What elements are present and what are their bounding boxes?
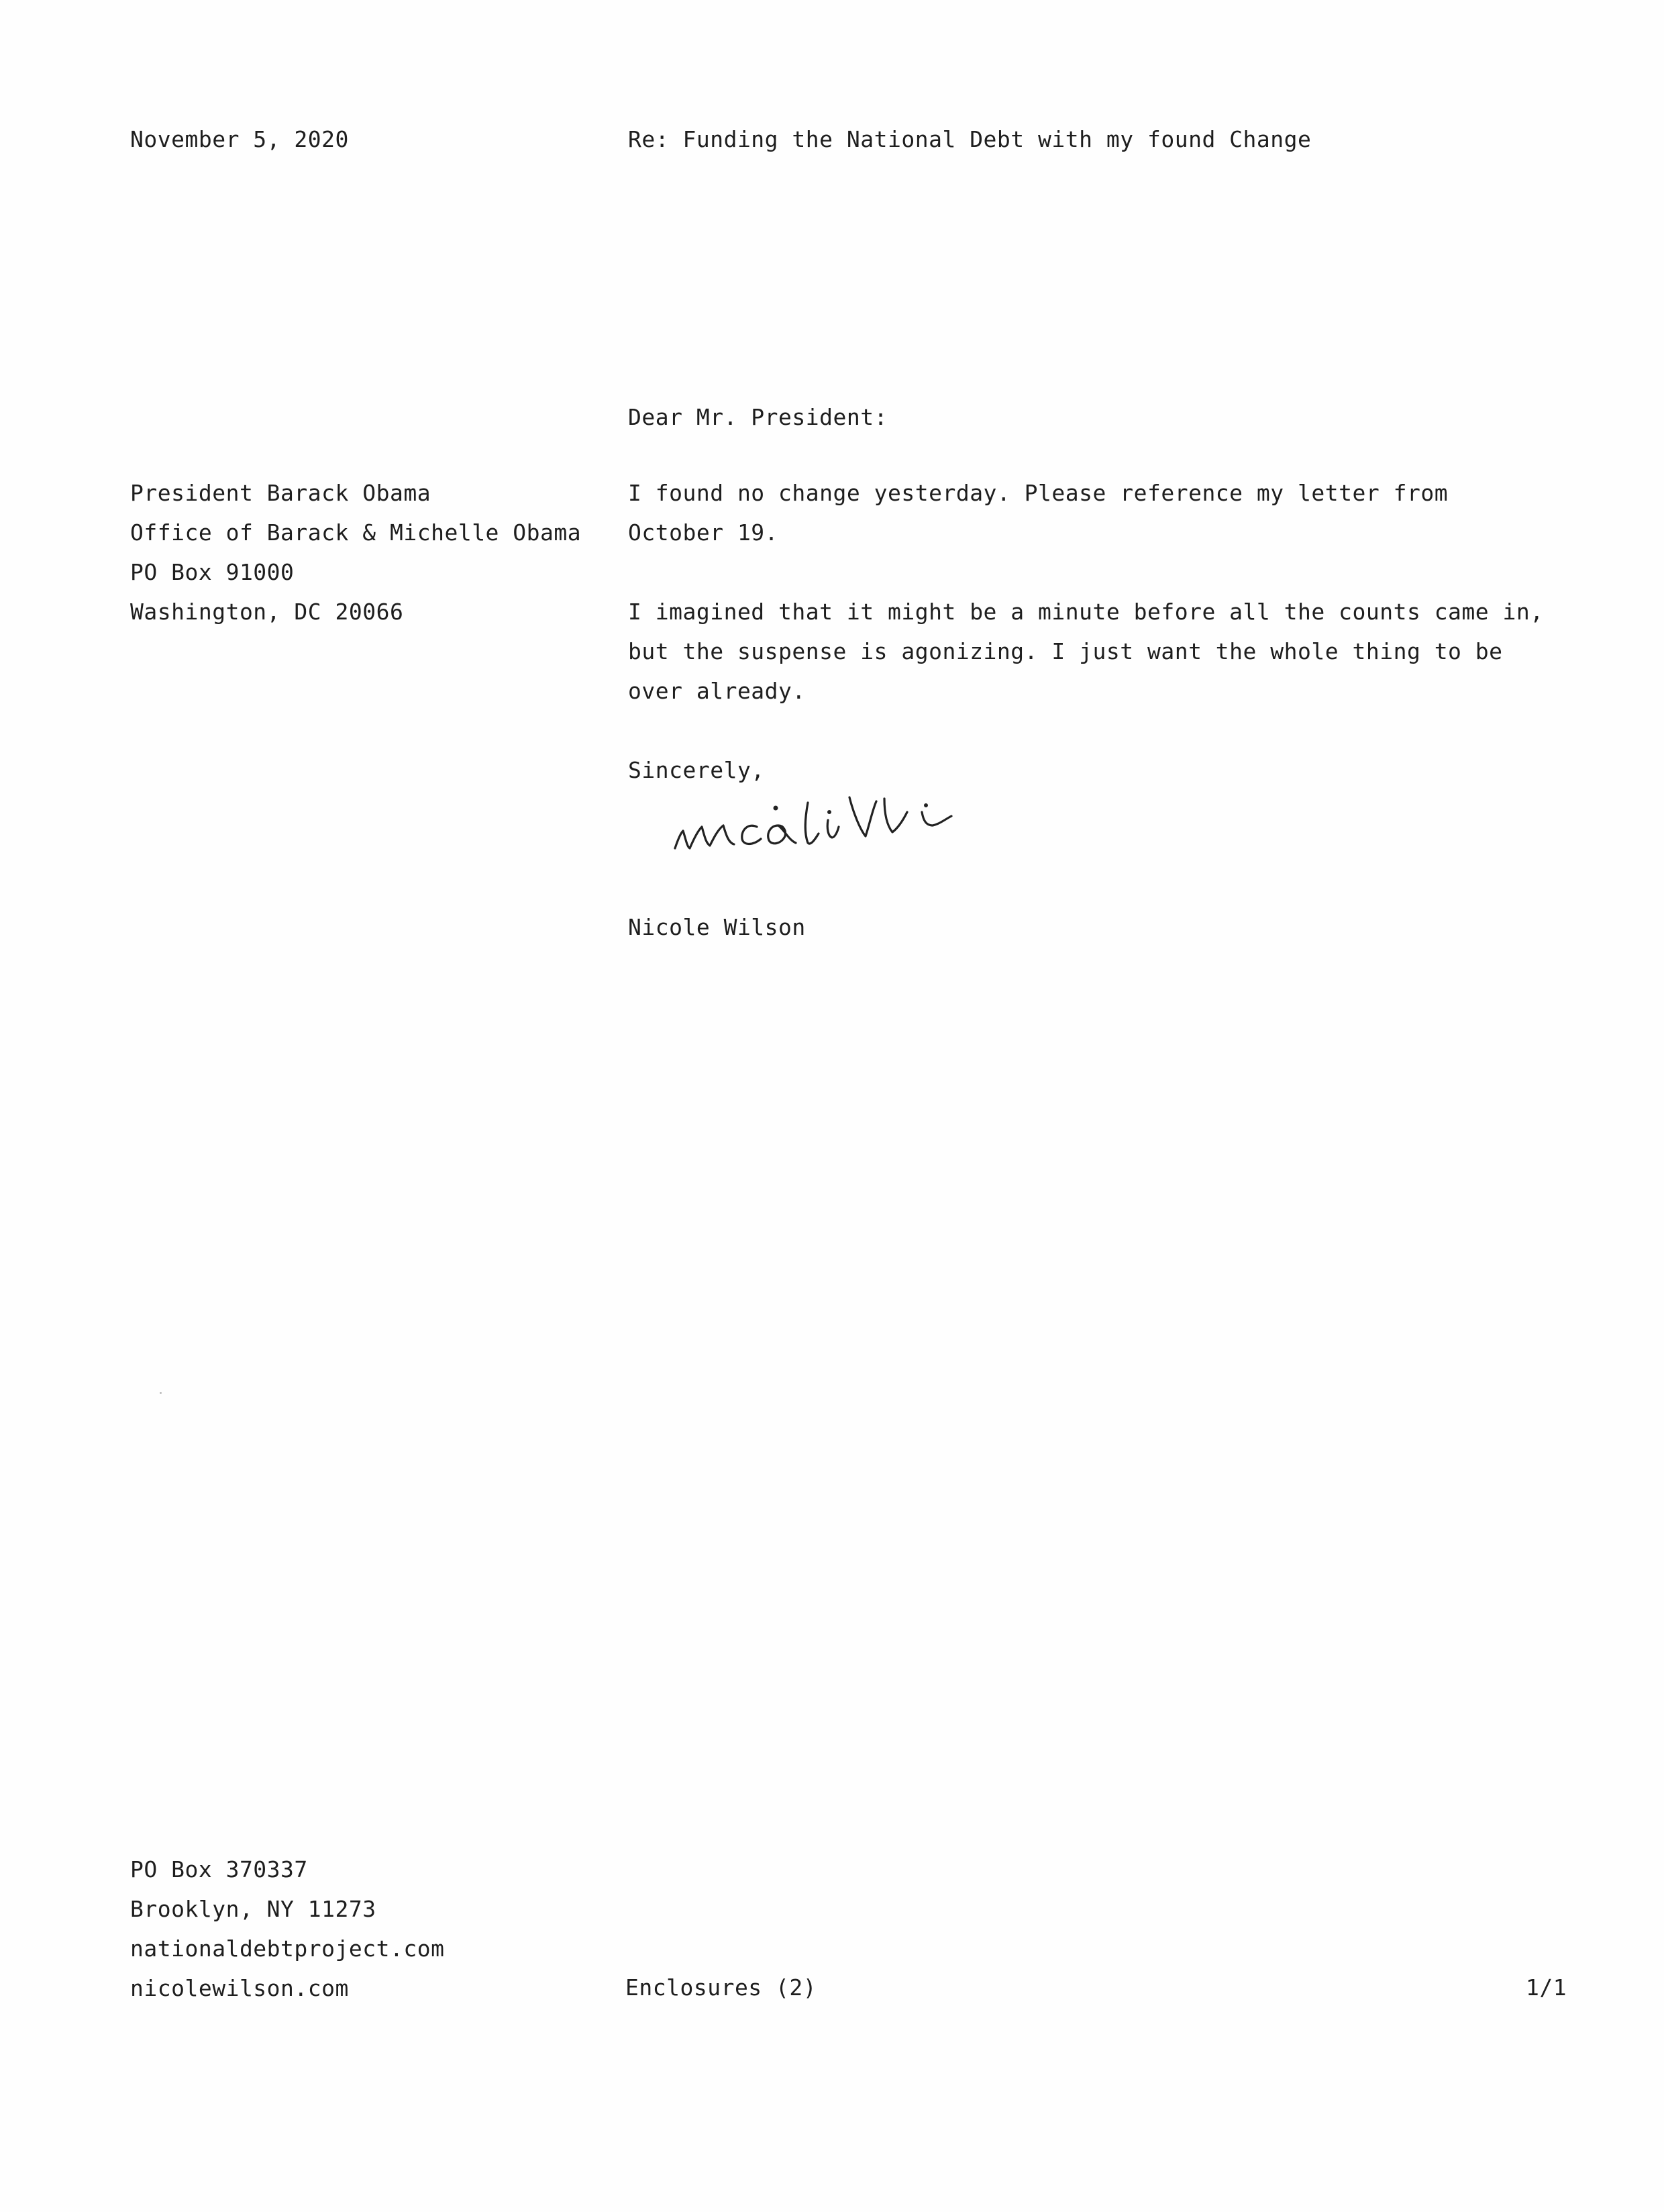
closing: Sincerely, [628, 757, 765, 783]
body-paragraph [628, 592, 1581, 711]
body-line: October 19. [628, 519, 779, 546]
sender-website: nicolewilson.com [130, 1975, 349, 2001]
body-line: over already. [628, 678, 806, 704]
sender-po-box: PO Box 370337 [130, 1856, 308, 1882]
recipient-address [130, 473, 581, 632]
letter-subject: Re: Funding the National Debt with my found Change [628, 126, 1312, 152]
body-line: I imagined that it might be a minute before all the counts came in, [628, 599, 1544, 625]
handwritten-signature [671, 778, 986, 866]
body-paragraph [628, 473, 1581, 552]
signer-name: Nicole Wilson [628, 914, 806, 940]
scan-speck [160, 1392, 162, 1394]
sender-website: nationaldebtproject.com [130, 1936, 445, 1962]
recipient-city: Washington, DC 20066 [130, 599, 404, 625]
salutation: Dear Mr. President: [628, 404, 888, 430]
letter-date: November 5, 2020 [130, 126, 349, 152]
letter-body [628, 473, 1581, 711]
sender-address [130, 1850, 444, 2008]
sender-city: Brooklyn, NY 11273 [130, 1896, 376, 1922]
recipient-office: Office of Barack & Michelle Obama [130, 519, 582, 546]
enclosures-note: Enclosures (2) [625, 1974, 817, 2001]
page-number: 1/1 [1526, 1974, 1567, 2001]
recipient-po-box: PO Box 91000 [130, 559, 295, 585]
body-line: I found no change yesterday. Please reference my letter from [628, 480, 1449, 506]
body-line: but the suspense is agonizing. I just want the whole thing to be [628, 638, 1503, 664]
recipient-name: President Barack Obama [130, 480, 431, 506]
